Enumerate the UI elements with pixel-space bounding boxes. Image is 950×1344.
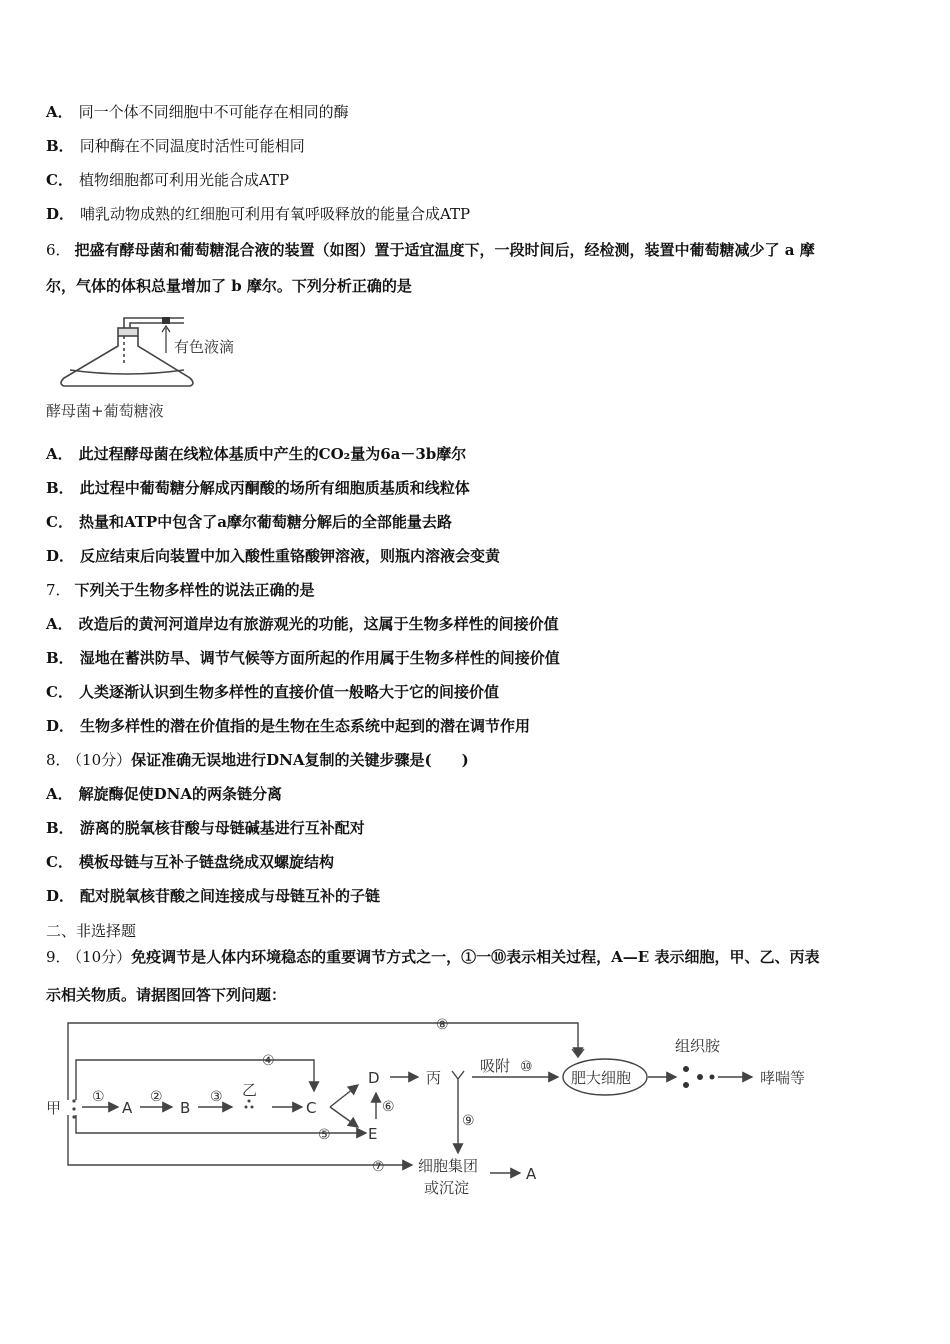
num-7: ⑦: [372, 1159, 385, 1175]
option-letter: C．: [46, 683, 73, 701]
arrow-c-to-d: [330, 1085, 358, 1107]
colored-drop-label: 有色液滴: [174, 338, 235, 356]
question-stem: 下列关于生物多样性的说法正确的是: [74, 581, 315, 599]
q8-option-b: [46, 818, 365, 838]
label-yi: 乙: [242, 1081, 258, 1099]
q5-option-d: [46, 204, 470, 224]
antigen-dot: [72, 1107, 75, 1110]
label-jia: 甲: [46, 1099, 62, 1117]
question-stem: 免疫调节是人体内环境稳态的重要调节方式之一，①一⑩表示相关过程，A—E 表示细胞，甲、乙、丙表: [131, 948, 820, 966]
option-text: 人类逐渐认识到生物多样性的直接价值一般略大于它的间接价值: [78, 683, 499, 701]
label-cell-b: B: [180, 1099, 191, 1117]
option-letter: A．: [46, 445, 73, 463]
num-1: ①: [92, 1089, 105, 1105]
q5-option-a: [46, 102, 349, 122]
question-stem: 保证准确无误地进行DNA复制的关键步骤是( ): [131, 751, 469, 769]
label-cell-d: D: [368, 1069, 380, 1087]
option-text: 解旋酶促使DNA的两条链分离: [78, 785, 282, 803]
option-text: 同一个体不同细胞中不可能存在相同的酶: [78, 103, 349, 121]
substance-dot: [248, 1100, 251, 1103]
q6-option-b: [46, 478, 470, 498]
option-letter: B．: [46, 479, 74, 497]
num-10: ⑩: [520, 1059, 533, 1075]
label-cluster-2: 或沉淀: [424, 1179, 470, 1197]
num-3: ③: [210, 1089, 223, 1105]
option-text: 改造后的黄河河道岸边有旅游观光的功能，这属于生物多样性的间接价值: [78, 615, 559, 633]
q8-stem: [46, 750, 469, 770]
option-letter: C．: [46, 513, 73, 531]
option-letter: B．: [46, 649, 74, 667]
q9-stem-line1: [46, 947, 819, 967]
num-8: ⑧: [436, 1017, 449, 1033]
question-number: 9．: [46, 948, 71, 966]
histamine-dot: [683, 1066, 689, 1072]
label-cluster-1: 细胞集团: [418, 1157, 479, 1175]
question-score: （10分）: [74, 751, 132, 769]
option-text: 配对脱氧核苷酸之间连接成与母链互补的子链: [80, 887, 381, 905]
option-letter: A．: [46, 103, 73, 121]
q8-option-a: [46, 784, 282, 804]
option-text: 此过程中葡萄糖分解成丙酮酸的场所有细胞质基质和线粒体: [79, 479, 470, 497]
q6-option-a: [46, 444, 466, 464]
q8-option-c: [46, 852, 334, 872]
q7-option-a: [46, 614, 559, 634]
q6-stem-line2: 尔，气体的体积总量增加了 b 摩尔。下列分析正确的是: [46, 277, 412, 295]
question-number: 8．: [46, 751, 71, 769]
flask-stopper: [118, 328, 138, 336]
option-text: 生物多样性的潜在价值指的是生物在生态系统中起到的潜在调节作用: [80, 717, 531, 735]
q8-option-d: [46, 886, 380, 906]
option-text: 同种酶在不同温度时活性可能相同: [79, 137, 305, 155]
label-histamine: 组织胺: [675, 1037, 721, 1055]
num-5: ⑤: [318, 1127, 331, 1143]
histamine-dot: [683, 1082, 689, 1088]
option-text: 湿地在蓄洪防旱、调节气候等方面所起的作用属于生物多样性的间接价值: [79, 649, 560, 667]
option-letter: D．: [46, 717, 75, 735]
antibody-symbol: [452, 1071, 464, 1087]
question-number: 7．: [46, 581, 71, 599]
immune-regulation-diagram: [40, 1015, 830, 1205]
option-letter: C．: [46, 853, 73, 871]
option-text: 植物细胞都可利用光能合成ATP: [78, 171, 290, 189]
substance-dot: [251, 1106, 254, 1109]
option-letter: C．: [46, 171, 73, 189]
num-9: ⑨: [462, 1113, 475, 1129]
q9-stem-line2: 示相关物质。请据图回答下列问题：: [46, 986, 287, 1004]
q6-option-c: [46, 512, 452, 532]
option-text: 模板母链与互补子链盘绕成双螺旋结构: [78, 853, 334, 871]
option-letter: D．: [46, 547, 75, 565]
option-text: 反应结束后向装置中加入酸性重铬酸钾溶液，则瓶内溶液会变黄: [80, 547, 501, 565]
q5-option-b: [46, 136, 305, 156]
section-title: 二、非选择题: [46, 922, 137, 940]
num-4: ④: [262, 1053, 275, 1069]
substance-dot: [245, 1106, 248, 1109]
q7-option-d: [46, 716, 530, 736]
question-stem: 把盛有酵母菌和葡萄糖混合液的装置（如图）置于适宜温度下，一段时间后，经检测，装置中葡萄糖减少了 a 摩: [74, 241, 815, 259]
histamine-dot: [710, 1075, 715, 1080]
option-letter: D．: [46, 205, 75, 223]
label-bing: 丙: [426, 1069, 442, 1087]
q6-option-d: [46, 546, 500, 566]
pathway-4: [76, 1060, 314, 1100]
q5-option-c: [46, 170, 289, 190]
liquid-surface: [70, 370, 184, 374]
q7-stem: [46, 580, 315, 600]
label-a-end: A: [526, 1165, 537, 1183]
yeast-flask-figure: [44, 308, 235, 423]
arrow-c-to-e: [330, 1107, 358, 1127]
pathway-7: [68, 1115, 412, 1165]
label-asthma: 哮喘等: [760, 1069, 806, 1087]
option-letter: A．: [46, 785, 73, 803]
option-letter: D．: [46, 887, 75, 905]
label-cell-a: A: [122, 1099, 133, 1117]
q7-option-b: [46, 648, 560, 668]
colored-drop: [162, 317, 170, 324]
label-cell-e: E: [368, 1125, 378, 1143]
label-mast-cell: 肥大细胞: [571, 1069, 632, 1087]
num-2: ②: [150, 1089, 163, 1105]
question-number: 6．: [46, 241, 71, 259]
option-text: 此过程酵母菌在线粒体基质中产生的CO₂量为6a－3b摩尔: [78, 445, 467, 463]
label-cell-c: C: [306, 1099, 317, 1117]
option-letter: B．: [46, 137, 74, 155]
num-6: ⑥: [382, 1099, 395, 1115]
question-score: （10分）: [74, 948, 132, 966]
option-text: 游离的脱氧核苷酸与母链碱基进行互补配对: [79, 819, 365, 837]
antigen-dot: [72, 1115, 75, 1118]
q6-stem-line1: [46, 240, 815, 260]
q7-option-c: [46, 682, 499, 702]
label-adsorb: 吸附: [480, 1057, 511, 1075]
histamine-dot: [697, 1074, 703, 1080]
option-letter: B．: [46, 819, 74, 837]
antigen-dot: [72, 1099, 75, 1102]
option-text: 热量和ATP中包含了a摩尔葡萄糖分解后的全部能量去路: [78, 513, 452, 531]
option-letter: A．: [46, 615, 73, 633]
option-text: 哺乳动物成熟的红细胞可利用有氧呼吸释放的能量合成ATP: [80, 205, 471, 223]
flask-caption: 酵母菌+葡萄糖液: [46, 402, 164, 420]
